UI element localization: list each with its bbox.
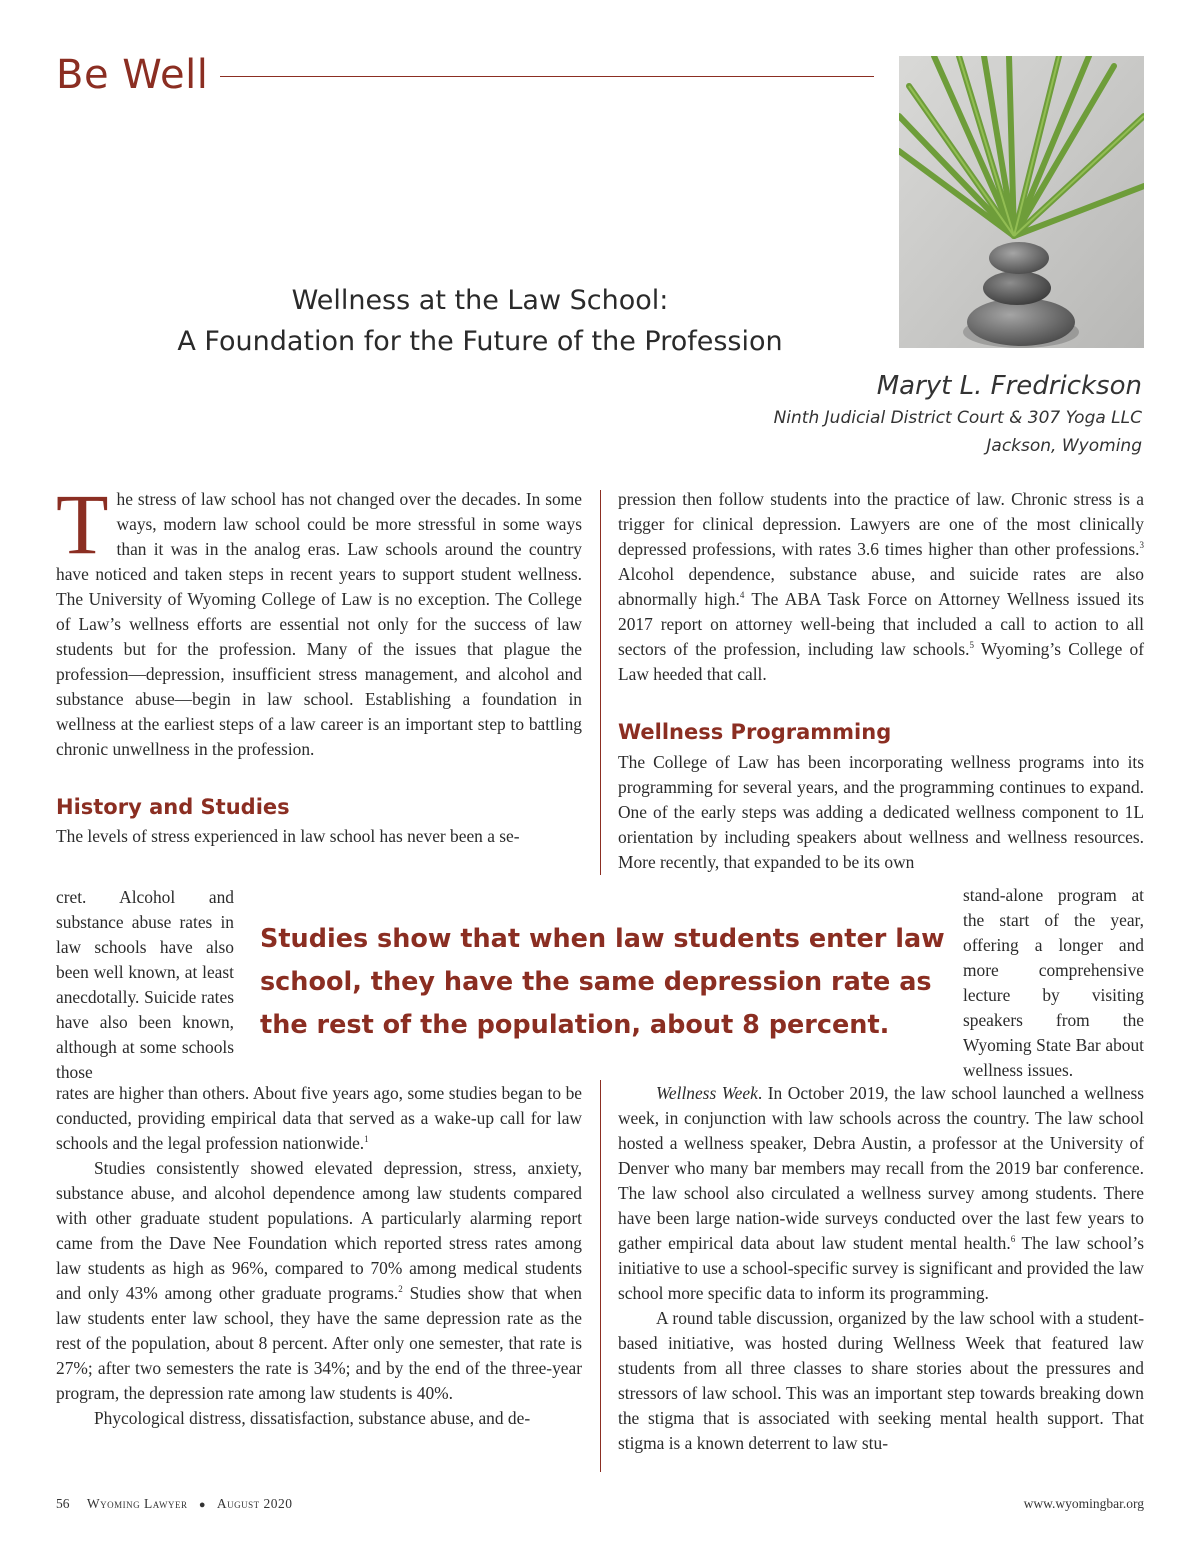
history-narrow-text: cret. Alcohol and substance abuse rates in law schools have also been well known, at least anecdotally. Suicide rates have also been known, although at some schools those [56, 887, 234, 1082]
programming-heading: Wellness Programming [618, 720, 892, 744]
drop-cap: T [56, 476, 109, 572]
intro-paragraph [56, 476, 582, 762]
right-narrow-text [963, 883, 1144, 1083]
column-rule-top [600, 490, 601, 875]
column-rule-bottom [600, 1080, 601, 1472]
section-title: Be Well [56, 52, 209, 98]
left-column-top [56, 476, 582, 849]
wellness-week-label: Wellness Week [656, 1083, 758, 1103]
programming-narrow-text: stand-alone program at the start of the year, offering a longer and more comprehensive lecture by visiting speakers from the Wyoming State Bar about wellness issues. [963, 885, 1144, 1080]
page-number: 56 [56, 1496, 70, 1511]
article-title [100, 280, 860, 362]
magazine-name: Wyoming Lawyer [86, 1496, 188, 1511]
studies-paragraph: Studies consistently showed elevated depression, stress, anxiety, substance abuse, and alcohol dependence among law students compared with other graduate student populations. A particularly alarming report came from the Dave Nee Foundation which reported stress rates among law students as high as 96%, compared to 70% among medical students and only 43% among other graduate programs.$^2$ Studies show that when law students enter law school, they have the same depression rate as the rest of the population, about 8 percent. After only one semester, that rate is 27%; after two semesters the rate is 34%; and by the end of the three-year program, the depression rate among law students is 40%. [56, 1158, 582, 1403]
stacked-stones-photo [899, 56, 1144, 348]
right-column-bottom [618, 1081, 1144, 1456]
footer-left [56, 1496, 293, 1512]
right-column-top [618, 487, 1144, 875]
round-table-paragraph: A round table discussion, organized by the law school with a student-based initiative, was hosted during Wellness Week that featured law students from all three classes to share stories about the pressures and stressors of law school. This was an important step towards breaking down the stigma that is associated with seeking mental health support. That stigma is a known deterrent to law stu- [618, 1308, 1144, 1453]
byline [774, 368, 1142, 460]
left-column-bottom [56, 1081, 582, 1431]
history-continued: rates are higher than others. About five years ago, some studies began to be conducted, providing empirical data that served as a wake-up call for law schools and the legal profession nationwide.$^1$ [56, 1083, 582, 1153]
distress-paragraph: Phycological distress, dissatisfaction, substance abuse, and de- [94, 1408, 531, 1428]
left-narrow-text [56, 885, 234, 1085]
wellness-week-paragraph: Wellness Week. In October 2019, the law school launched a wellness week, in conjunction with law schools across the country. The law school hosted a wellness speaker, Debra Austin, a professor at the University of Denver who many bar members may recall from the 2019 bar conference. The law school also circulated a wellness survey among students. There have been large nation-wide surveys conducted over the last few years to gather empirical data about law student mental health.$^6$ The law school’s initiative to use a school-specific survey is significant and provided the law school more specific data to inform its programming. [618, 1083, 1144, 1303]
history-heading: History and Studies [56, 795, 290, 819]
author-affiliation: Ninth Judicial District Court & 307 Yoga LLC [773, 408, 1142, 428]
footer-website[interactable]: www.wyomingbar.org [1023, 1496, 1144, 1511]
pull-quote: Studies show that when law students enter law school, they have the same depression rate as the rest of the population, about 8 percent. [260, 924, 945, 1040]
history-first-line: The levels of stress experienced in law school has never been a se- [56, 826, 520, 846]
pression-paragraph: pression then follow students into the practice of law. Chronic stress is a trigger for clinical depression. Lawyers are one of the most clinically depressed professions, with rates 3.6 times higher than other professions.$^3$ Alcohol dependence, substance abuse, and suicide rates are also abnormally high.$^4$ The ABA Task Force on Attorney Wellness issued its 2017 report on attorney well-being that included a call to action to all sectors of the profession, including law schools.$^5$ Wyoming’s College of Law heeded that call. [618, 489, 1144, 684]
issue-date: August 2020 [216, 1496, 293, 1511]
author-location: Jackson, Wyoming [986, 436, 1142, 456]
author-name: Maryt L. Fredrickson [876, 371, 1142, 401]
bullet-separator: ● [198, 1499, 206, 1511]
title-line-2: A Foundation for the Future of the Profession [177, 326, 783, 357]
title-line-1: Wellness at the Law School: [291, 285, 669, 316]
header-rule [220, 76, 874, 77]
programming-paragraph: The College of Law has been incorporating wellness programs into its programming for several years, and the programming continues to expand. One of the early steps was adding a dedicated wellness component to 1L orientation by including speakers about wellness and wellness resources. More recently, that expanded to be its own [618, 752, 1144, 872]
intro-text: he stress of law school has not changed over the decades. In some ways, modern law school could be more stressful in some ways than it was in the analog eras. Law schools around the country have noticed and taken steps in recent years to support student wellness. The University of Wyoming College of Law is no exception. The College of Law’s wellness efforts are essential not only for the success of law students but for the profession. Many of the issues that plague the profession—depression, insufficient stress management, and alcohol and substance abuse—begin in law school. Establishing a foundation in wellness at the earliest steps of a law career is an important step to battling chronic unwellness in the profession. [56, 489, 582, 759]
